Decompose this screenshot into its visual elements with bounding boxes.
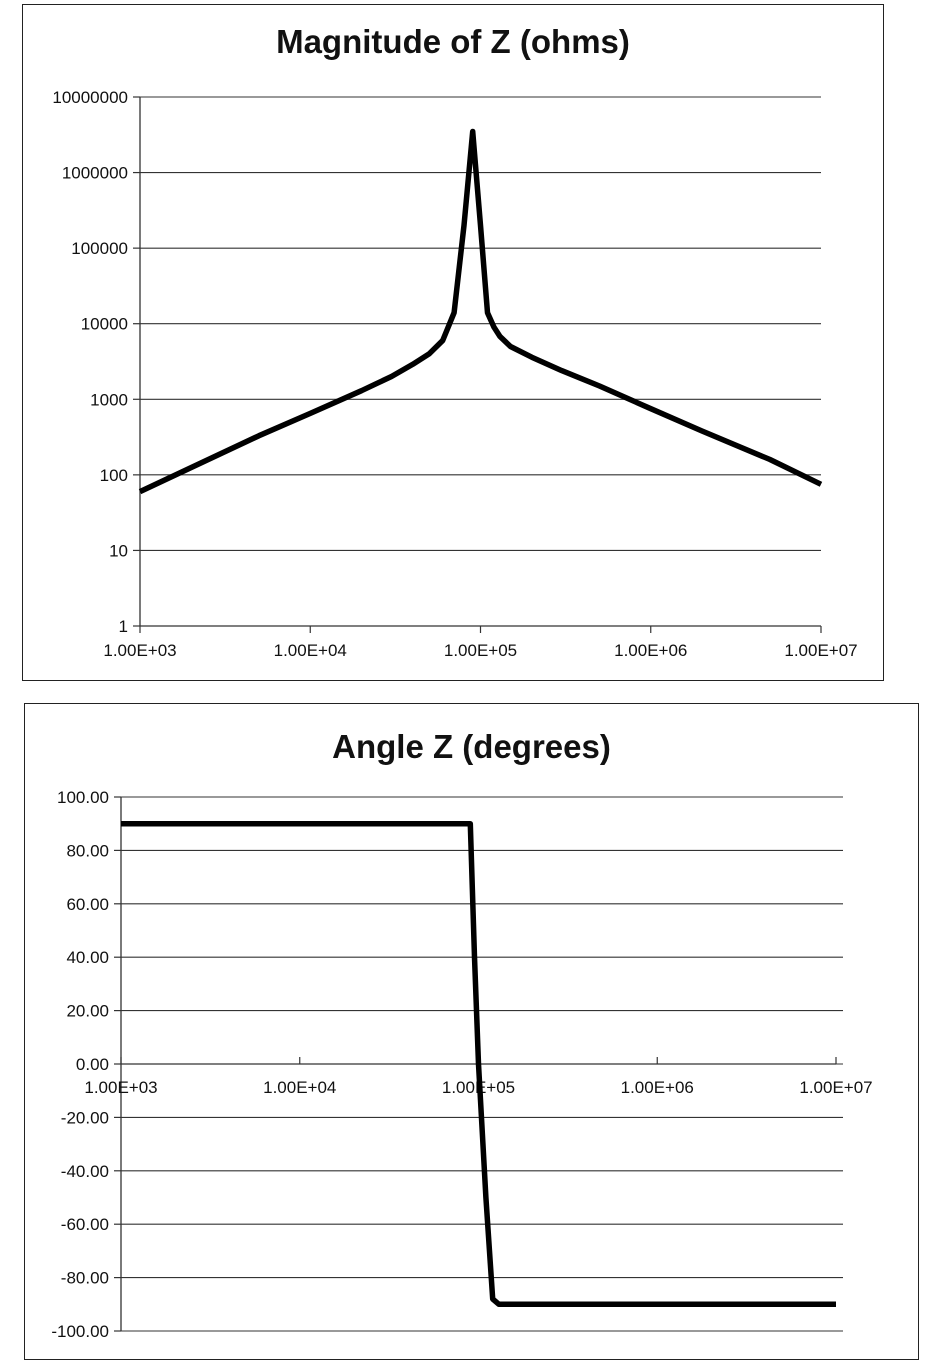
angle-chart-panel [24, 703, 919, 1360]
x-tick-label: 1.00E+04 [263, 1078, 337, 1097]
y-tick-label: -60.00 [60, 1215, 109, 1235]
y-tick-label: 10 [109, 541, 128, 561]
y-tick-label: 0.00 [75, 1055, 109, 1074]
y-tick-label: -40.00 [60, 1161, 109, 1181]
angle-chart [25, 704, 920, 1361]
x-tick-label: 1.00E+05 [441, 1078, 516, 1097]
x-tick-labels [103, 641, 857, 660]
y-tick-label: 60.00 [66, 894, 109, 914]
y-tick-label: 20.00 [66, 1001, 109, 1021]
x-tick-label: 1.00E+05 [443, 641, 518, 660]
x-tick-label: 1.00E+03 [103, 641, 177, 660]
y-tick-label: 100.00 [57, 788, 109, 807]
x-tick-label: 1.00E+03 [84, 1078, 158, 1097]
x-tick-label: 1.00E+04 [273, 641, 347, 660]
y-tick-labels [52, 88, 128, 636]
x-tick-label: 1.00E+07 [784, 641, 858, 660]
y-tick-label: 100 [99, 465, 128, 485]
y-tick-labels [51, 788, 109, 1341]
x-tick-label: 1.00E+06 [614, 641, 688, 660]
y-tick-label: -80.00 [60, 1268, 109, 1288]
magnitude-chart-title: Magnitude of Z (ohms) [276, 23, 630, 60]
y-tick-label: 1000 [90, 390, 128, 410]
y-tick-label: -100.00 [51, 1322, 109, 1341]
magnitude-chart-panel [22, 4, 884, 681]
angle-chart-title: Angle Z (degrees) [332, 728, 611, 765]
magnitude-chart [23, 5, 885, 682]
y-tick-label: 10000000 [52, 88, 128, 107]
y-tick-label: 10000 [80, 314, 128, 334]
y-tick-label: 1000000 [61, 163, 128, 183]
y-tick-label: 80.00 [66, 841, 109, 861]
x-tick-label: 1.00E+06 [620, 1078, 694, 1097]
y-tick-label: 100000 [71, 239, 128, 259]
y-tick-label: 40.00 [66, 948, 109, 968]
y-tick-label: -20.00 [60, 1108, 109, 1128]
y-tick-label: 1 [118, 617, 128, 636]
series-line-0 [140, 132, 821, 492]
x-tick-label: 1.00E+07 [799, 1078, 873, 1097]
